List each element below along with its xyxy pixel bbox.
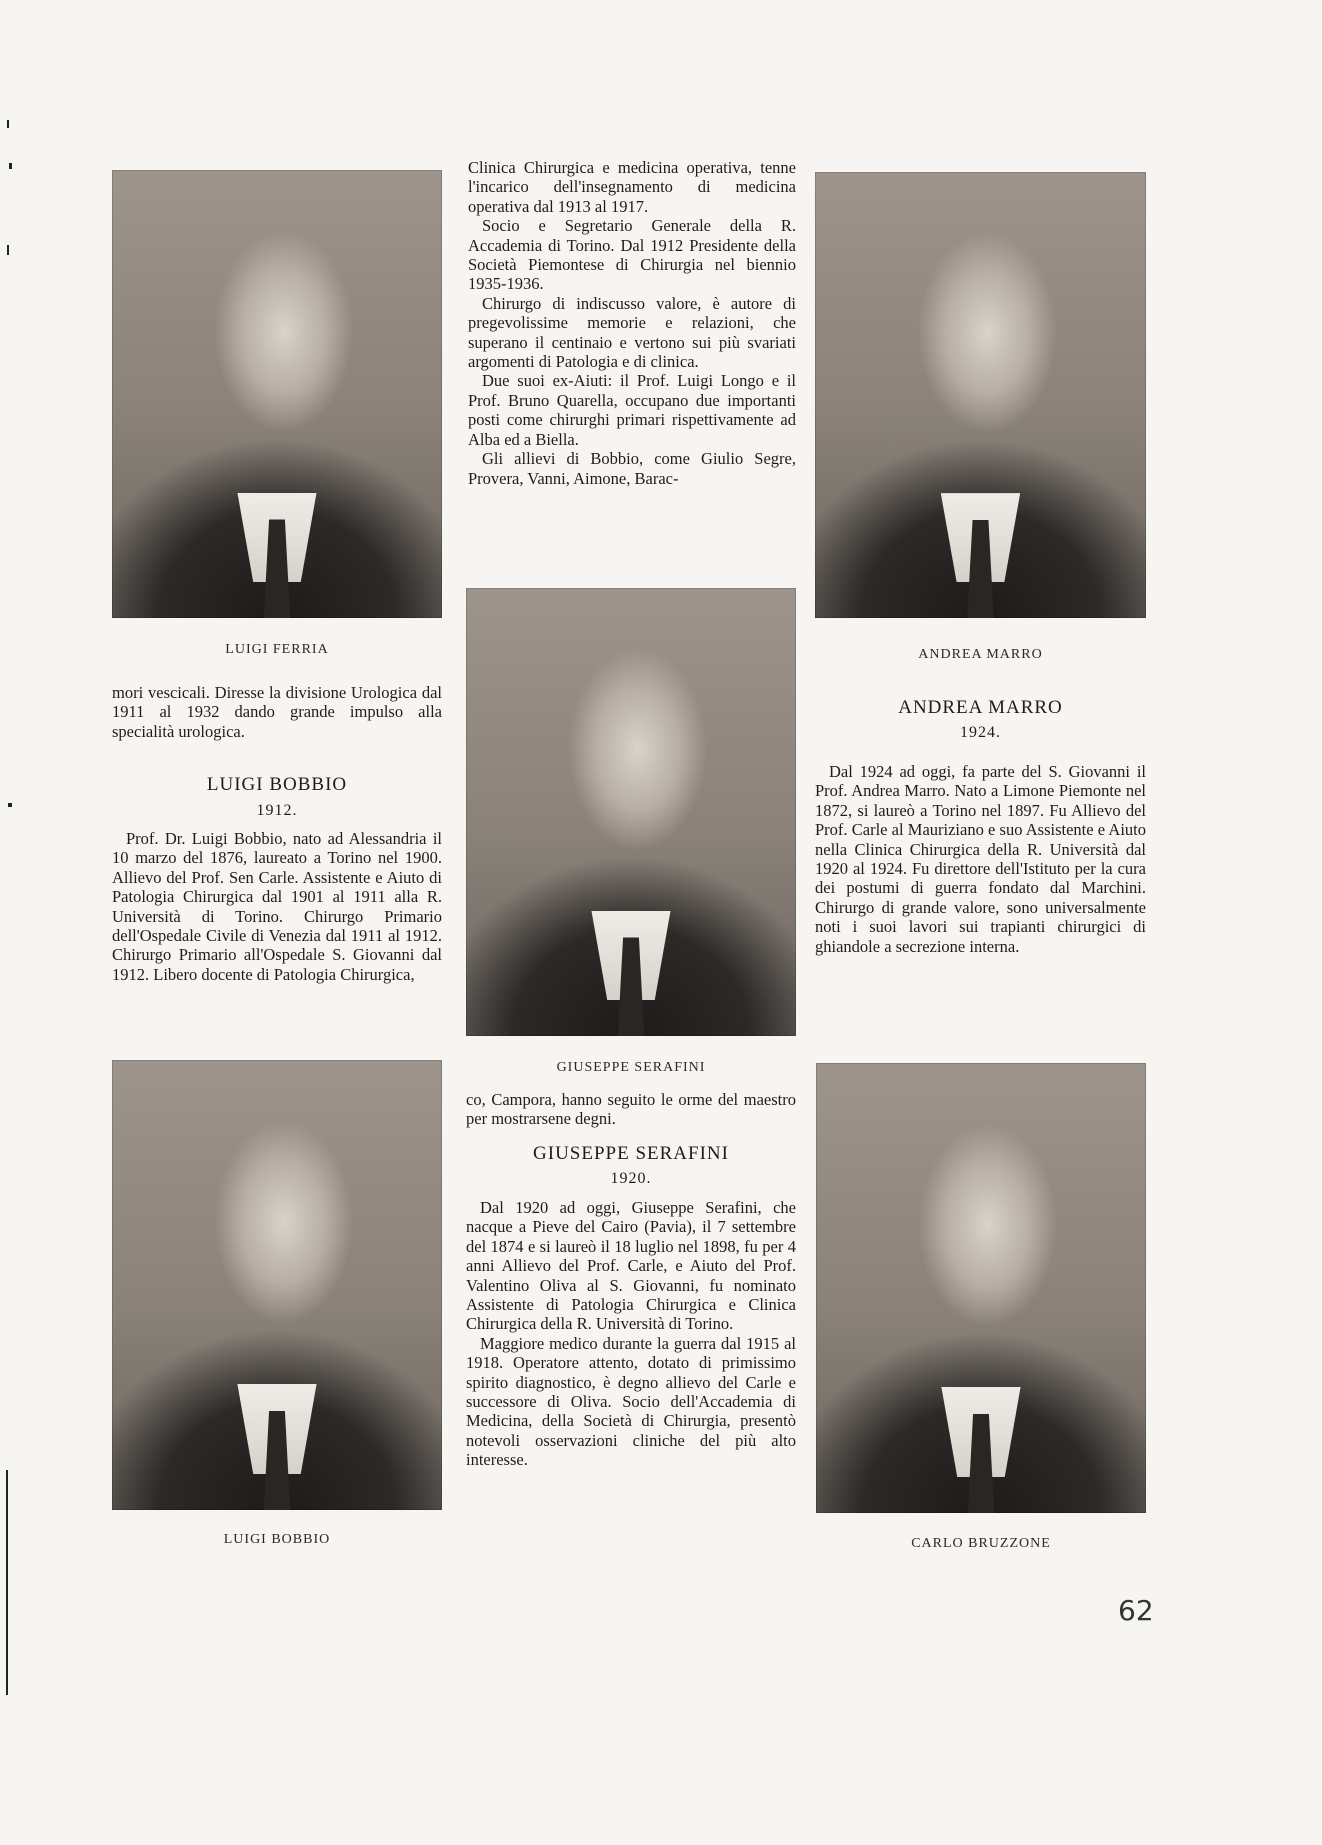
margin-edge-line: [6, 1470, 8, 1695]
margin-mark: [9, 163, 12, 169]
photo-caption: ANDREA MARRO: [918, 647, 1043, 662]
text-column-center-body: [466, 1198, 796, 1470]
photo-caption: GIUSEPPE SERAFINI: [556, 1060, 706, 1075]
photo-caption: LUIGI BOBBIO: [223, 1532, 331, 1547]
paragraph: mori vescicali. Diresse la divisione Urologica dal 1911 al 1932 dando grande impulso alla specialità urologica.: [112, 683, 442, 741]
text-column-right-body: [815, 762, 1146, 956]
section-heading: LUIGI BOBBIO: [206, 774, 348, 795]
portrait-photo-luigi-ferria: [112, 170, 442, 618]
paragraph: Clinica Chirurgica e medicina operativa, tenne l'incarico dell'insegnamento di medicina operativa dal 1913 al 1917.: [468, 158, 796, 216]
paragraph: Gli allievi di Bobbio, come Giulio Segre, Provera, Vanni, Aimone, Barac-: [468, 449, 796, 488]
paragraph: Dal 1924 ad oggi, fa parte del S. Giovanni il Prof. Andrea Marro. Nato a Limone Piemonte nel 1872, si laureò a Torino nel 1897. Fu Allievo del Prof. Carle al Mauriziano e suo Assistente e Aiuto nella Clinica Chirurgica della R. Università dal 1920 al 1924. Fu direttore dell'Istituto per la cura dei postumi di guerra fondato dal Marchini. Chirurgo di grande valore, sono universalmente noti i suoi lavori sui trapianti chirurgici di ghiandole a secrezione interna.: [815, 762, 1146, 956]
section-heading: ANDREA MARRO: [898, 697, 1063, 718]
photo-caption: CARLO BRUZZONE: [911, 1536, 1051, 1551]
text-column-left-body: [112, 829, 442, 984]
portrait-photo-luigi-bobbio: [112, 1060, 442, 1510]
page-number: 62: [1118, 1594, 1154, 1627]
paragraph: co, Campora, hanno seguito le orme del maestro per mostrarsene degni.: [466, 1090, 796, 1129]
paragraph: Maggiore medico durante la guerra dal 1915 al 1918. Operatore attento, dotato di primissimo spirito diagnostico, è degno allievo del Carle e successore di Oliva. Socio dell'Accademia di Medicina, della Società di Chirurgia, presentò notevoli osservazioni cliniche del più alto interesse.: [466, 1333, 796, 1470]
margin-mark: [8, 803, 12, 807]
portrait-photo-carlo-bruzzone: [816, 1063, 1146, 1513]
text-column-top-center: [468, 158, 796, 488]
section-heading: GIUSEPPE SERAFINI: [533, 1143, 729, 1164]
paragraph: Prof. Dr. Luigi Bobbio, nato ad Alessandria il 10 marzo del 1876, laureato a Torino nel 1900. Allievo del Prof. Sen Carle. Assistente e Aiuto di Patologia Chirurgica dal 1901 al 1911 alla R. Università di Torino. Chirurgo Primario dell'Ospedale Civile di Venezia dal 1911 al 1912. Chirurgo Primario all'Ospedale S. Giovanni dal 1912. Libero docente di Patologia Chirurgica,: [112, 829, 442, 984]
text-column-left-intro: [112, 683, 442, 741]
section-year: 1920.: [610, 1170, 652, 1187]
photo-caption: LUIGI FERRIA: [225, 642, 329, 657]
paragraph: Dal 1920 ad oggi, Giuseppe Serafini, che nacque a Pieve del Cairo (Pavia), il 7 settembre del 1874 e si laureò il 18 luglio nel 1898, fu per 4 anni Allievo del Prof. Carle, e Aiuto del Prof. Valentino Oliva al S. Giovanni, fu nominato Assistente di Patologia Chirurgica e Clinica Chirurgica della R. Università di Torino.: [466, 1198, 796, 1334]
section-year: 1912.: [256, 802, 298, 819]
margin-mark: [7, 120, 9, 128]
paragraph: Due suoi ex-Aiuti: il Prof. Luigi Longo e il Prof. Bruno Quarella, occupano due importanti posti come chirurghi primari rispettivamente ad Alba ed a Biella.: [468, 371, 796, 449]
section-year: 1924.: [960, 724, 1001, 741]
portrait-photo-andrea-marro: [815, 172, 1146, 618]
text-column-center-intro: [466, 1090, 796, 1129]
margin-mark: [7, 245, 9, 255]
portrait-photo-giuseppe-serafini: [466, 588, 796, 1036]
paragraph: Socio e Segretario Generale della R. Accademia di Torino. Dal 1912 Presidente della Società Piemontese di Chirurgia nel biennio 1935-1936.: [468, 216, 796, 294]
paragraph: Chirurgo di indiscusso valore, è autore di pregevolissime memorie e relazioni, che superano il centinaio e vertono sui più svariati argomenti di Patologia e di clinica.: [468, 293, 796, 372]
